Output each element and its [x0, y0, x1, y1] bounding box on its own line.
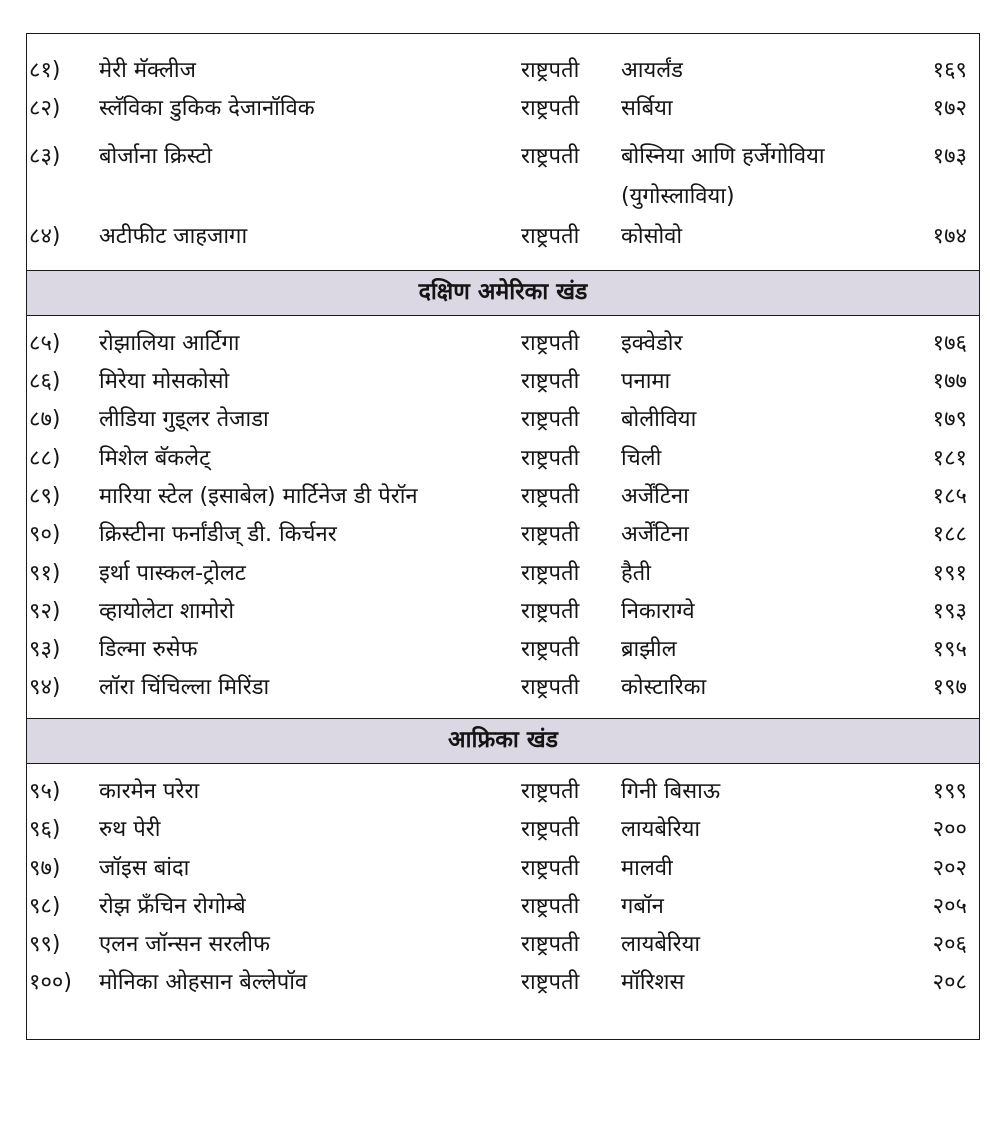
- serial-number: ८६): [29, 369, 61, 394]
- person-name: क्रिस्टीना फर्नांडीज् डी. किर्चनर: [99, 522, 337, 547]
- table-row: [27, 401, 979, 439]
- person-name: डिल्मा रुसेफ: [99, 637, 198, 662]
- country: कोस्टारिका: [621, 675, 707, 700]
- page-number: १७६: [932, 331, 967, 356]
- person-name: मिरेया मोसकोसो: [99, 369, 230, 394]
- country: हैती: [621, 561, 651, 586]
- page-number: २०५: [932, 894, 967, 919]
- table-row: [27, 478, 979, 516]
- page-number: २००: [932, 817, 967, 842]
- serial-number: ८९): [29, 484, 61, 509]
- person-name: इर्था पास्कल-ट्रोलट: [99, 561, 246, 586]
- person-name: एलन जॉन्सन सरलीफ: [99, 932, 270, 957]
- person-name: बोर्जाना क्रिस्टो: [99, 144, 213, 169]
- page-number: २०२: [932, 856, 967, 881]
- table-row: [27, 555, 979, 593]
- table-row: [27, 811, 979, 849]
- serial-number: ९९): [29, 932, 61, 957]
- section-header-south-america: दक्षिण अमेरिका खंड: [27, 270, 979, 316]
- person-name: लीडिया गुइ्लर तेजाडा: [99, 407, 269, 432]
- page-number: १७२: [932, 96, 967, 121]
- country: सर्बिया: [621, 96, 673, 121]
- serial-number: ८८): [29, 446, 61, 471]
- serial-number: ८३): [29, 144, 61, 169]
- serial-number: ८५): [29, 331, 61, 356]
- table-row: [27, 90, 979, 128]
- country: पनामा: [621, 369, 671, 394]
- page-number: १८१: [932, 446, 967, 471]
- table-row: [27, 218, 979, 256]
- page-number: १९९: [932, 779, 967, 804]
- person-name: व्हायोलेटा शामोरो: [99, 599, 235, 624]
- country: चिली: [621, 446, 662, 471]
- person-name: मोनिका ओहसान बेल्लेपॉव: [99, 970, 308, 995]
- serial-number: ८१): [29, 58, 61, 83]
- designation: राष्ट्रपती: [521, 932, 580, 957]
- country: अर्जेंटिना: [621, 484, 689, 509]
- page-number: १६९: [932, 58, 967, 83]
- serial-number: ९१): [29, 561, 61, 586]
- page-number: १७७: [932, 369, 967, 394]
- country: मॉरिशस: [621, 970, 685, 995]
- country: आयर्लंड: [621, 58, 683, 83]
- table-row: [27, 926, 979, 964]
- section-header-africa: आफ्रिका खंड: [27, 718, 979, 764]
- designation: राष्ट्रपती: [521, 637, 580, 662]
- page-number: १८५: [932, 484, 967, 509]
- country: ब्राझील: [621, 637, 677, 662]
- table-row: [27, 516, 979, 554]
- page-number: २०८: [932, 970, 967, 995]
- person-name: जॉइस बांदा: [99, 856, 190, 881]
- country: निकाराग्वे: [621, 599, 695, 624]
- page-number: १९३: [932, 599, 967, 624]
- designation: राष्ट्रपती: [521, 58, 580, 83]
- serial-number: ८४): [29, 224, 61, 249]
- page-number: १७४: [932, 224, 967, 249]
- designation: राष्ट्रपती: [521, 446, 580, 471]
- page-number: १९१: [932, 561, 967, 586]
- page-number: १९७: [932, 675, 967, 700]
- table-row: [27, 888, 979, 926]
- serial-number: ९५): [29, 779, 61, 804]
- country: बोस्निया आणि हर्जेगोविया: [621, 144, 825, 169]
- serial-number: ९८): [29, 894, 61, 919]
- designation: राष्ट्रपती: [521, 369, 580, 394]
- person-name: रोझालिया आर्टिगा: [99, 331, 240, 356]
- designation: राष्ट्रपती: [521, 522, 580, 547]
- person-name: स्लॅविका डुकिक देजानॉविक: [99, 96, 315, 121]
- country: लायबेरिया: [621, 932, 701, 957]
- table-row: [27, 773, 979, 811]
- country: बोलीविया: [621, 407, 697, 432]
- designation: राष्ट्रपती: [521, 856, 580, 881]
- serial-number: १००): [29, 970, 72, 995]
- designation: राष्ट्रपती: [521, 96, 580, 121]
- serial-number: ९०): [29, 522, 61, 547]
- table-row: [27, 325, 979, 363]
- designation: राष्ट्रपती: [521, 599, 580, 624]
- page-number: १७९: [932, 407, 967, 432]
- serial-number: ९४): [29, 675, 61, 700]
- person-name: अटीफीट जाहजागा: [99, 224, 248, 249]
- page-number: १९५: [932, 637, 967, 662]
- serial-number: ९७): [29, 856, 61, 881]
- table-row: [27, 363, 979, 401]
- designation: राष्ट्रपती: [521, 144, 580, 169]
- person-name: रुथ पेरी: [99, 817, 161, 842]
- person-name: कारमेन परेरा: [99, 779, 200, 804]
- table-row: [27, 138, 979, 176]
- person-name: लॉरा चिंचिल्ला मिरिंडा: [99, 675, 270, 700]
- designation: राष्ट्रपती: [521, 484, 580, 509]
- designation: राष्ट्रपती: [521, 224, 580, 249]
- table-row: [27, 631, 979, 669]
- country: मालवी: [621, 856, 673, 881]
- serial-number: ८२): [29, 96, 61, 121]
- designation: राष्ट्रपती: [521, 331, 580, 356]
- designation: राष्ट्रपती: [521, 407, 580, 432]
- person-name: रोझ फ्रॅंचिन रोगोम्बे: [99, 894, 246, 919]
- page-number: १८८: [932, 522, 967, 547]
- country: इक्वेडोर: [621, 331, 683, 356]
- table-row: [27, 850, 979, 888]
- table-row: [27, 669, 979, 707]
- serial-number: ९६): [29, 817, 61, 842]
- serial-number: ८७): [29, 407, 61, 432]
- designation: राष्ट्रपती: [521, 675, 580, 700]
- designation: राष्ट्रपती: [521, 894, 580, 919]
- designation: राष्ट्रपती: [521, 970, 580, 995]
- page-number: २०६: [932, 932, 967, 957]
- designation: राष्ट्रपती: [521, 817, 580, 842]
- index-table: [26, 33, 980, 1040]
- serial-number: ९२): [29, 599, 61, 624]
- designation: राष्ट्रपती: [521, 561, 580, 586]
- person-name: मिशेल बॅकलेट्: [99, 446, 211, 471]
- table-row: [27, 440, 979, 478]
- country: गिनी बिसाऊ: [621, 779, 721, 804]
- designation: राष्ट्रपती: [521, 779, 580, 804]
- country-subtitle: (युगोस्लाविया): [621, 184, 735, 209]
- table-row: [27, 593, 979, 631]
- person-name: मारिया स्टेल (इसाबेल) मार्टिनेज डी पेरॉन: [99, 484, 418, 509]
- person-name: मेरी मॅक्लीज: [99, 58, 196, 83]
- country: कोसोवो: [621, 224, 683, 249]
- serial-number: ९३): [29, 637, 61, 662]
- country: गबॉन: [621, 894, 664, 919]
- country: लायबेरिया: [621, 817, 701, 842]
- country: अर्जेंटिना: [621, 522, 689, 547]
- table-row: [27, 52, 979, 90]
- page-number: १७३: [932, 144, 967, 169]
- table-row: [27, 964, 979, 1002]
